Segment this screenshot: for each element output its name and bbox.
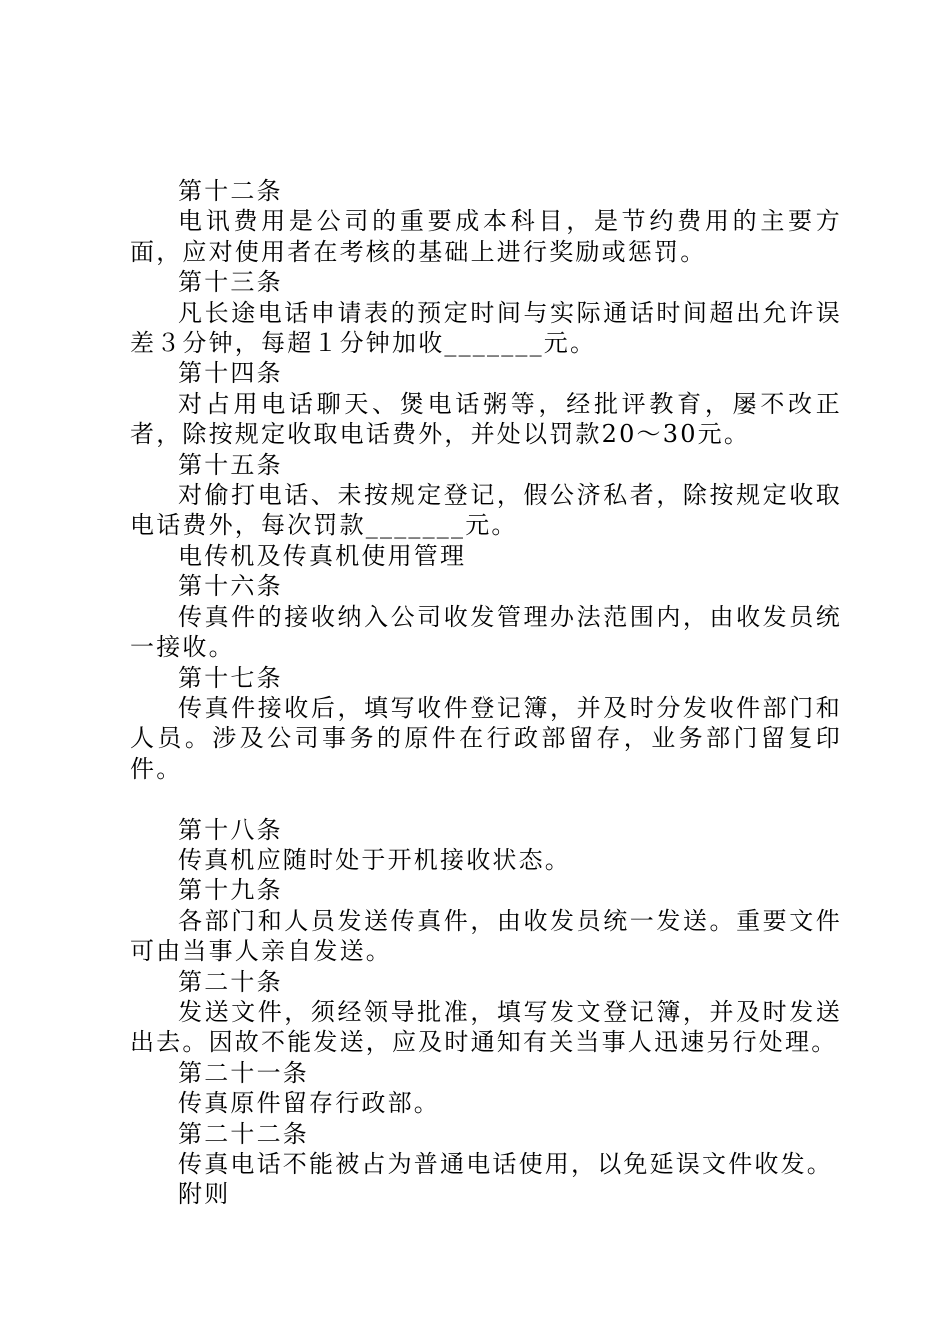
article-body: 传真原件留存行政部。 (178, 1089, 440, 1118)
article-body: 传真机应随时处于开机接收状态。 (178, 845, 571, 874)
article-body: 传真电话不能被占为普通电话使用，以免延误文件收发。 (178, 1149, 833, 1178)
article-body: 对偷打电话、未按规定登记，假公济私者，除按规定收取电话费外，每次罚款_______元。 (130, 481, 842, 540)
blank-line (130, 784, 842, 814)
article-body: 传真件接收后，填写收件登记簿，并及时分发收件部门和人员。涉及公司事务的原件在行政部留存，业务部门留复印件。 (130, 693, 842, 783)
article-heading: 第十八条 (178, 815, 283, 844)
section-heading: 电传机及传真机使用管理 (178, 541, 467, 570)
article-heading: 第十二条 (178, 177, 283, 205)
article-heading: 第十三条 (178, 268, 283, 297)
document-page (130, 176, 842, 1210)
article-heading: 第十九条 (178, 876, 283, 905)
article-heading: 第十七条 (178, 663, 283, 692)
article-body: 发送文件，须经领导批准，填写发文登记簿，并及时发送出去。因故不能发送，应及时通知有关当事人迅速另行处理。 (130, 997, 842, 1057)
article-heading: 第二十二条 (178, 1119, 309, 1148)
article-heading: 第十六条 (178, 572, 283, 601)
article-heading: 第二十一条 (178, 1058, 309, 1087)
article-heading: 第十四条 (178, 359, 283, 388)
article-body: 凡长途电话申请表的预定时间与实际通话时间超出允许误差３分钟，每超１分钟加收_______元。 (130, 298, 842, 358)
article-body: 各部门和人员发送传真件，由收发员统一发送。重要文件可由当事人亲自发送。 (130, 906, 842, 966)
article-body: 电讯费用是公司的重要成本科目，是节约费用的主要方面，应对使用者在考核的基础上进行奖励或惩罚。 (130, 207, 842, 266)
article-body: 传真件的接收纳入公司收发管理办法范围内，由收发员统一接收。 (130, 602, 842, 662)
article-heading: 第二十条 (178, 967, 283, 996)
article-body: 对占用电话聊天、煲电话粥等，经批评教育，屡不改正者，除按规定收取电话费外，并处以罚款20～30元。 (130, 389, 842, 449)
article-heading: 第十五条 (178, 450, 283, 479)
section-heading: 附则 (178, 1180, 231, 1209)
